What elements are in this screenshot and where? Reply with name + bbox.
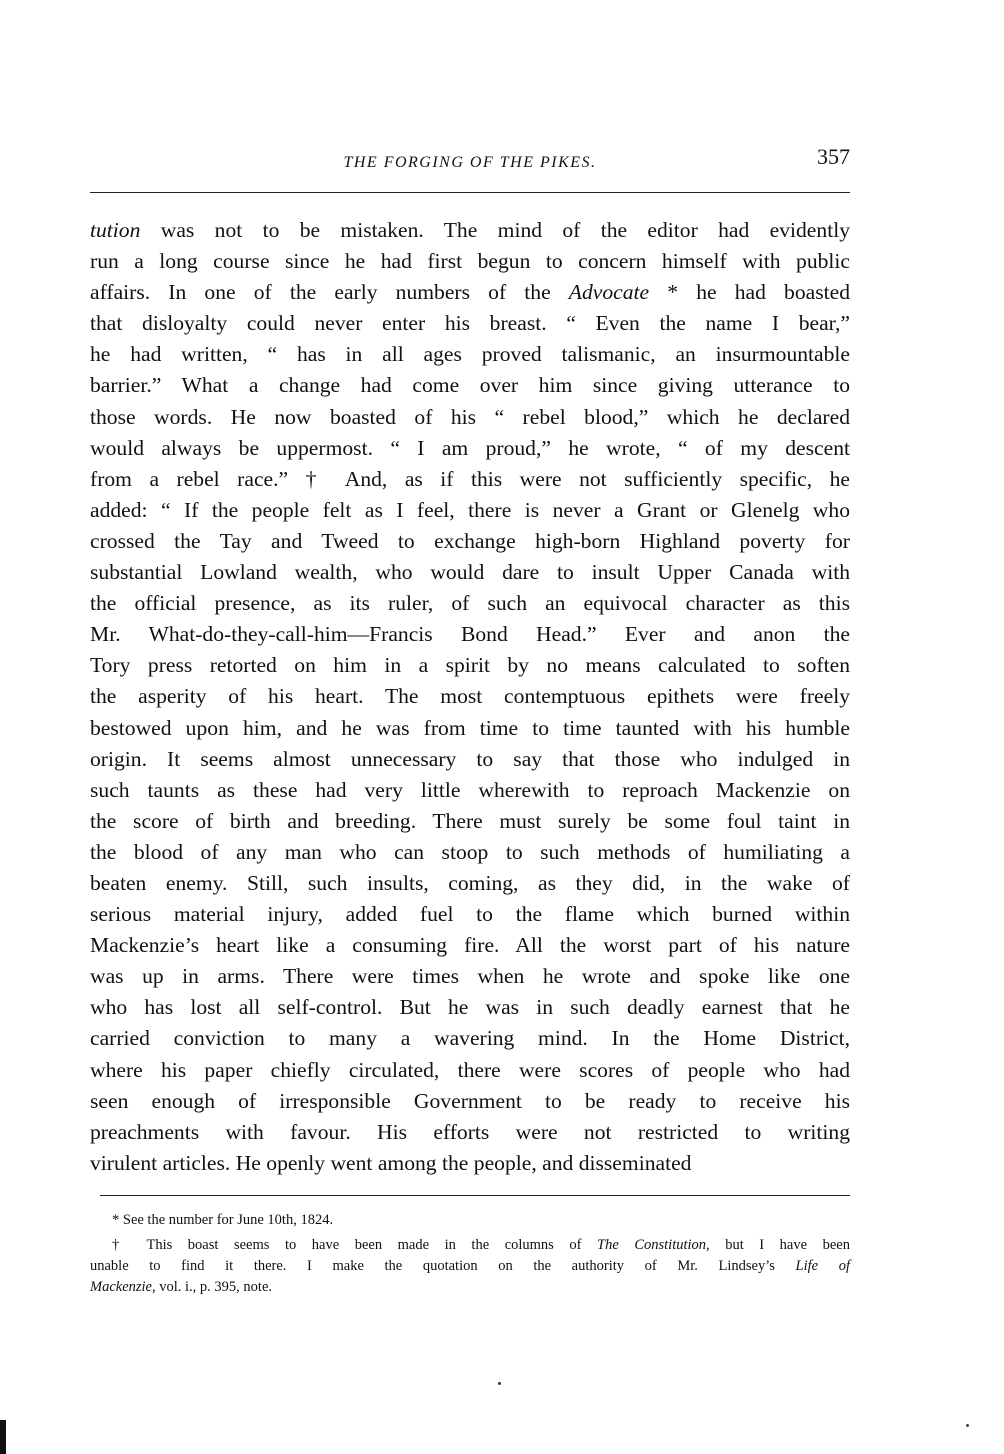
footnote-2-line-1: † This boast seems to have been made in the columns of The Constitution, but I have been bbox=[112, 1236, 850, 1253]
text-line: origin. It seems almost unnecessary to say that those who indulged in bbox=[90, 746, 850, 771]
text-line: the score of birth and breeding. There must surely be some foul taint in bbox=[90, 808, 850, 833]
scan-edge-mark bbox=[0, 1420, 6, 1454]
page-speck-corner bbox=[966, 1424, 969, 1427]
footnote-1: * See the number for June 10th, 1824. bbox=[112, 1211, 334, 1228]
text-line: who has lost all self-control. But he was in such deadly earnest that he bbox=[90, 995, 850, 1020]
text-line: added: “ If the people felt as I feel, there is never a Grant or Glenelg who bbox=[90, 497, 850, 522]
footnotes bbox=[90, 1210, 850, 1298]
text-line: Mr. What-do-they-call-him—Francis Bond Head.” Ever and anon the bbox=[90, 622, 850, 647]
text-line: crossed the Tay and Tweed to exchange high-born Highland poverty for bbox=[90, 528, 850, 553]
text-line: Mackenzie’s heart like a consuming fire. All the worst part of his nature bbox=[90, 933, 850, 958]
text-line: run a long course since he had first begun to concern himself with public bbox=[90, 249, 850, 274]
text-line: the asperity of his heart. The most contemptuous epithets were freely bbox=[90, 684, 850, 709]
text-line: the blood of any man who can stoop to such methods of humiliating a bbox=[90, 839, 850, 864]
page-header bbox=[90, 140, 850, 180]
text-line: barrier.” What a change had come over him since giving utterance to bbox=[90, 373, 850, 398]
running-title: THE FORGING OF THE PIKES. bbox=[343, 154, 597, 171]
footnote-rule bbox=[100, 1195, 850, 1196]
page-speck bbox=[498, 1382, 501, 1385]
text-line: Tory press retorted on him in a spirit by no means calculated to soften bbox=[90, 653, 850, 678]
text-line: the official presence, as its ruler, of such an equivocal character as this bbox=[90, 591, 850, 616]
text-line: tution was not to be mistaken. The mind of the editor had evidently bbox=[90, 218, 850, 242]
footnote-2-line-3: Mackenzie, vol. i., p. 395, note. bbox=[90, 1278, 273, 1295]
text-line: those words. He now boasted of his “ rebel blood,” which he declared bbox=[90, 404, 850, 429]
text-line: virulent articles. He openly went among the people, and disseminated bbox=[90, 1150, 692, 1175]
page-number: 357 bbox=[817, 144, 850, 169]
text-line: such taunts as these had very little wherewith to reproach Mackenzie on bbox=[90, 777, 850, 802]
text-line: bestowed upon him, and he was from time to time taunted with his humble bbox=[90, 715, 850, 740]
text-line: seen enough of irresponsible Government to be ready to receive his bbox=[90, 1088, 850, 1113]
text-line: that disloyalty could never enter his breast. “ Even the name I bear,” bbox=[90, 311, 850, 336]
text-line: was up in arms. There were times when he wrote and spoke like one bbox=[90, 964, 850, 989]
text-line: affairs. In one of the early numbers of the Advocate * he had boasted bbox=[90, 280, 850, 305]
text-line: carried conviction to many a wavering mind. In the Home District, bbox=[90, 1026, 850, 1051]
text-line: where his paper chiefly circulated, there were scores of people who had bbox=[90, 1057, 850, 1082]
text-line: beaten enemy. Still, such insults, coming, as they did, in the wake of bbox=[90, 870, 850, 895]
text-line: substantial Lowland wealth, who would dare to insult Upper Canada with bbox=[90, 560, 850, 585]
text-line: he had written, “ has in all ages proved talismanic, an insurmountable bbox=[90, 342, 850, 367]
footnote-2-line-2: unable to find it there. I make the quotation on the authority of Mr. Lindsey’s Life of bbox=[90, 1257, 850, 1274]
book-page bbox=[90, 140, 850, 1298]
text-line: serious material injury, added fuel to the flame which burned within bbox=[90, 902, 850, 927]
text-line: would always be uppermost. “ I am proud,” he wrote, “ of my descent bbox=[90, 435, 850, 460]
body-text bbox=[90, 215, 850, 1179]
text-line: preachments with favour. His efforts were not restricted to writing bbox=[90, 1119, 850, 1144]
text-line: from a rebel race.” † And, as if this were not sufficiently specific, he bbox=[90, 466, 850, 491]
header-rule bbox=[90, 192, 850, 193]
